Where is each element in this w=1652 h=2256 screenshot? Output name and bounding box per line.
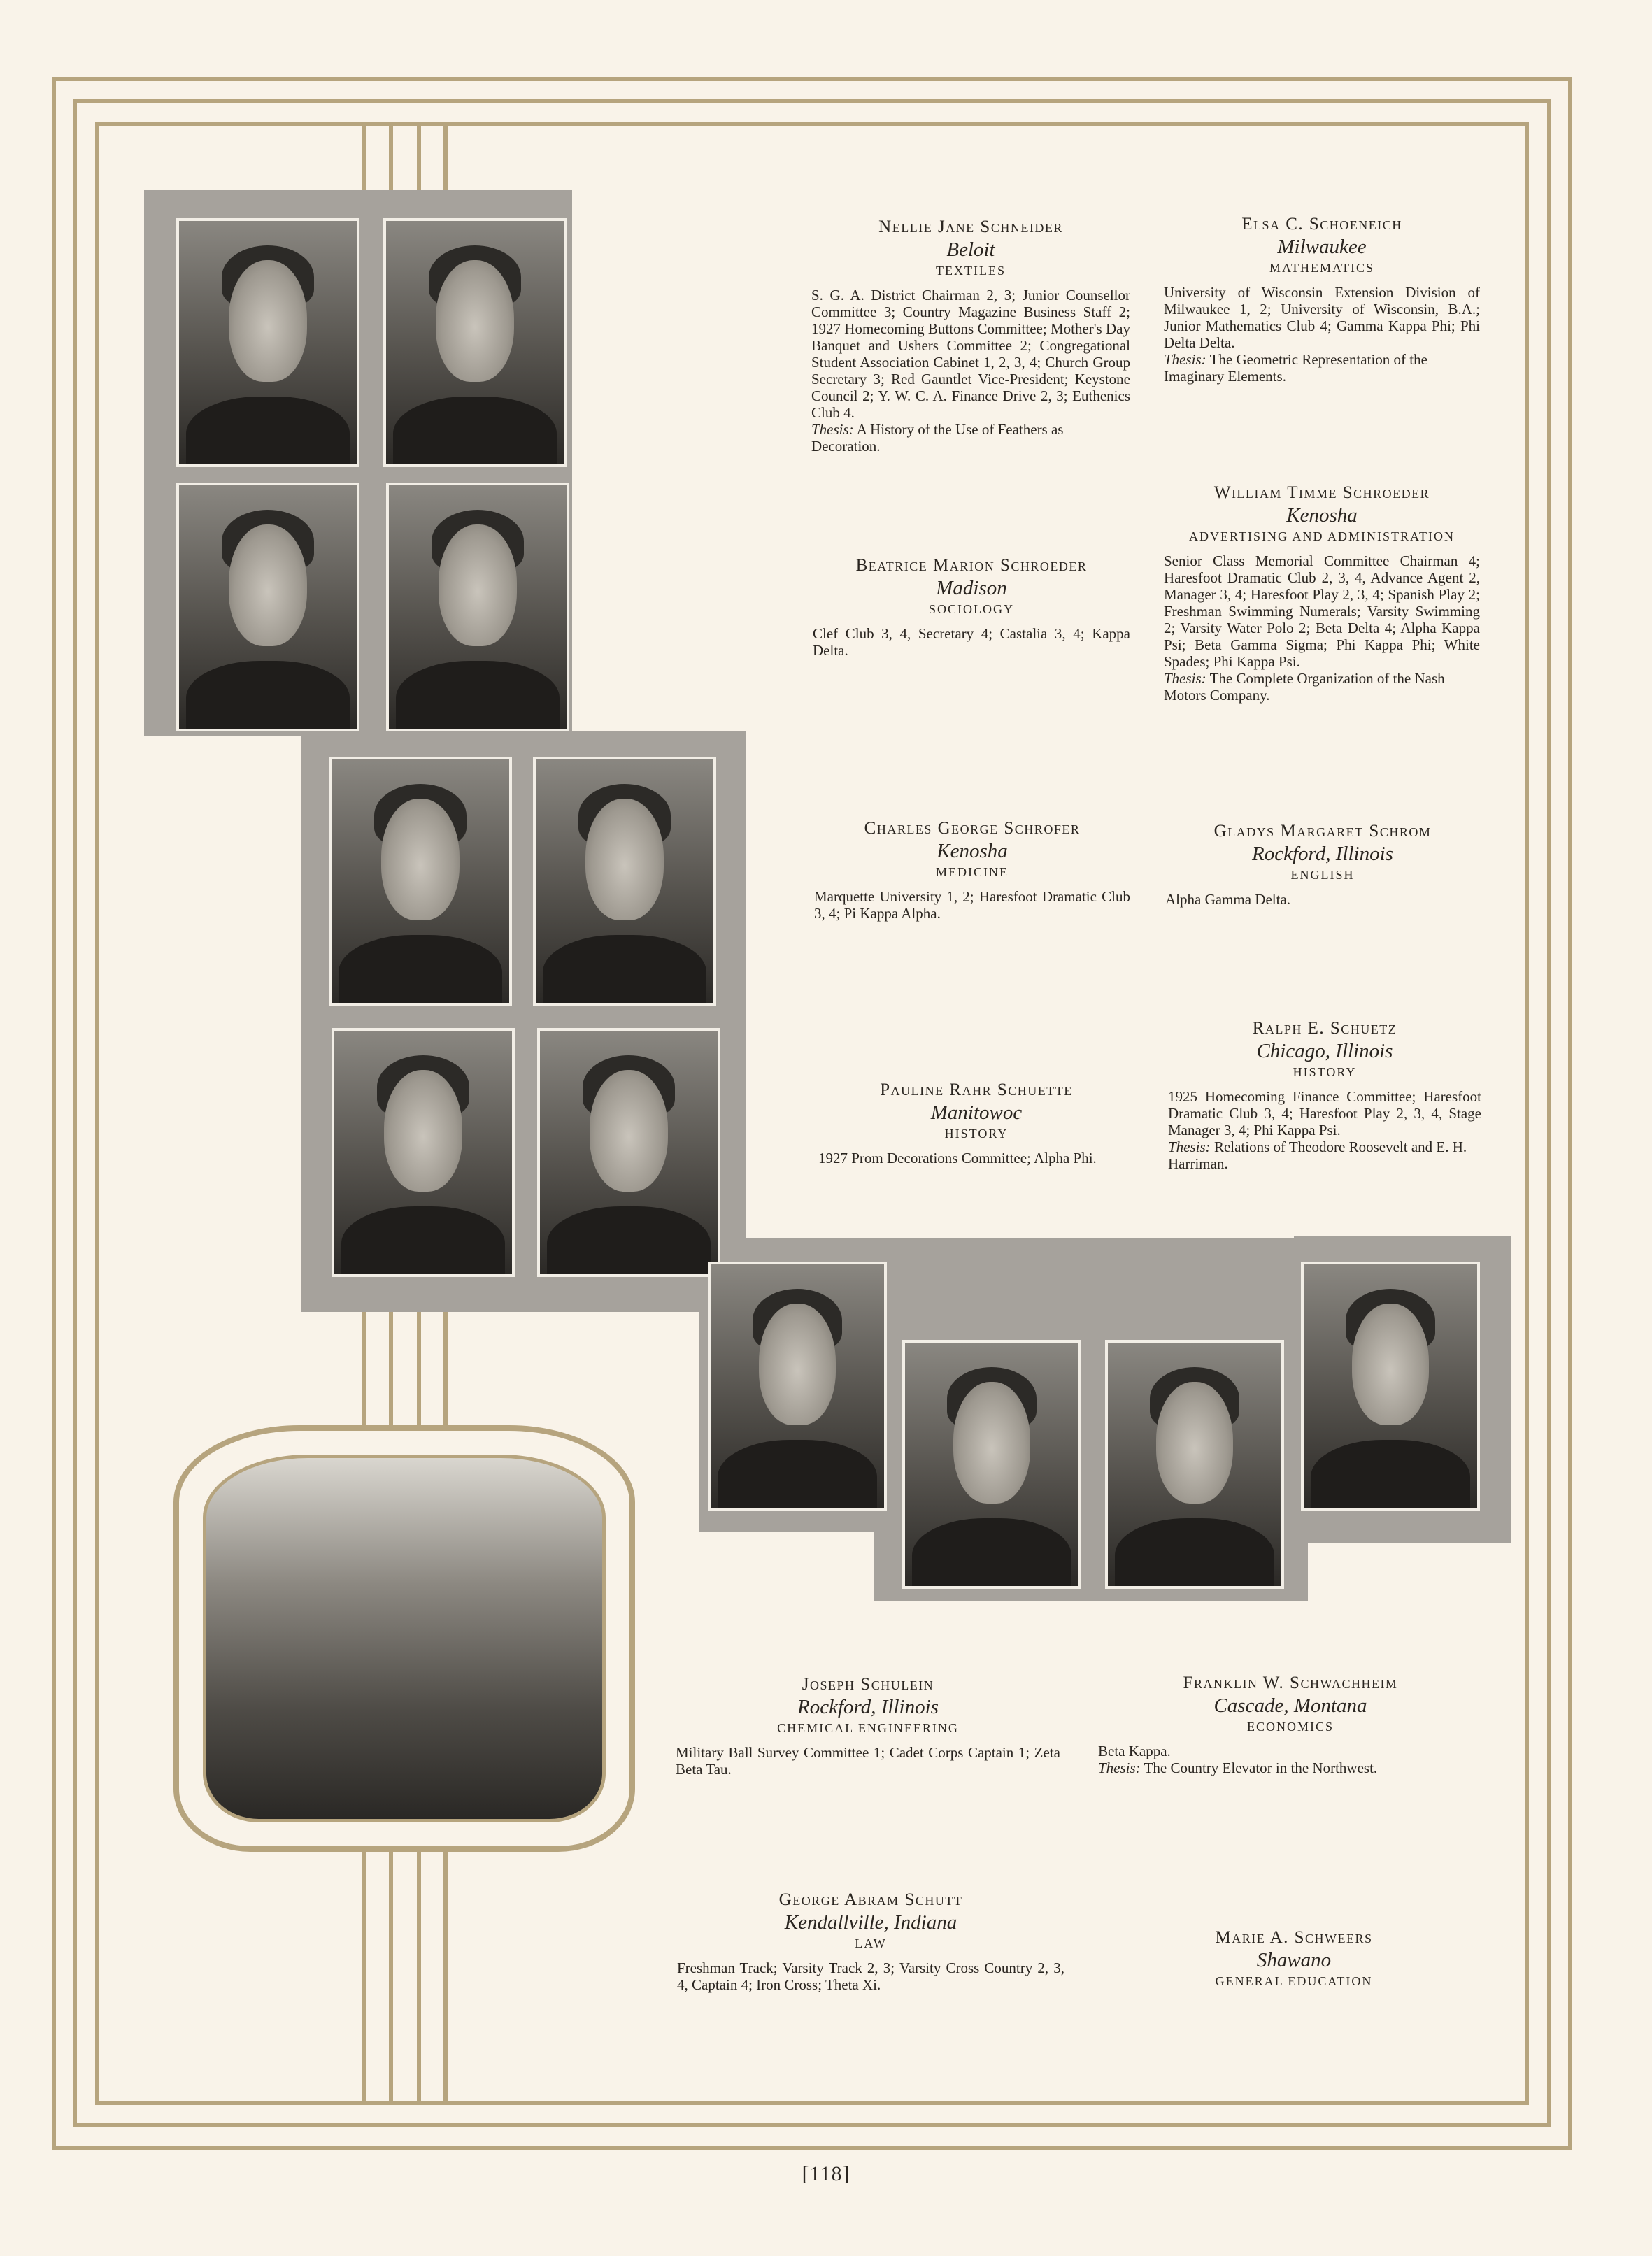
portrait-photo xyxy=(537,1028,720,1277)
student-entry xyxy=(676,1674,1060,1778)
thesis-label: Thesis: xyxy=(1164,351,1206,368)
student-entry xyxy=(1119,1927,1469,1997)
student-name: Marie A. Schweers xyxy=(1215,1928,1373,1947)
student-department: MATHEMATICS xyxy=(1269,261,1374,275)
student-name: Beatrice Marion Schroeder xyxy=(855,556,1088,575)
page-number: [118] xyxy=(802,2162,850,2185)
student-department: ADVERTISING AND ADMINISTRATION xyxy=(1189,529,1455,543)
student-department: ECONOMICS xyxy=(1246,1720,1334,1734)
student-activities: University of Wisconsin Extension Division of Milwaukee 1, 2; University of Wisconsin, B.A.; Junior Mathematics Club 4; Gamma Kappa Phi; Phi Delta Delta. xyxy=(1164,284,1480,351)
portrait-photo xyxy=(533,757,716,1006)
student-name: Nellie Jane Schneider xyxy=(878,217,1063,236)
student-hometown: Kenosha xyxy=(1286,504,1358,527)
student-hometown: Rockford, Illinois xyxy=(797,1696,939,1718)
student-entry xyxy=(1164,483,1480,704)
student-thesis xyxy=(1164,351,1480,385)
portrait-photo xyxy=(176,218,359,467)
student-entry xyxy=(677,1890,1064,1993)
student-activities: Military Ball Survey Committee 1; Cadet Corps Captain 1; Zeta Beta Tau. xyxy=(676,1744,1060,1778)
student-activities: Beta Kappa. xyxy=(1098,1743,1171,1759)
student-thesis xyxy=(1164,670,1480,704)
student-hometown: Rockford, Illinois xyxy=(1252,843,1393,865)
student-department: SOCIOLOGY xyxy=(928,602,1014,616)
student-entry xyxy=(818,1080,1134,1166)
student-activities: Senior Class Memorial Committee Chairman 4; Haresfoot Dramatic Club 2, 3, 4, Advance Agent 2, Manager 3, 4; Haresfoot Play 2, 3, 4; Spanish Play 2; Freshman Swimming Numerals; Varsity Swimming 2; Varsity Water Polo 2; Beta Delta 4; Alpha Kappa Psi; Beta Gamma Sigma; Phi Kappa Phi; White Spades; Phi Kappa Psi. xyxy=(1164,552,1480,670)
student-hometown: Milwaukee xyxy=(1277,236,1367,258)
student-hometown: Chicago, Illinois xyxy=(1256,1040,1393,1062)
student-entry xyxy=(1098,1673,1483,1776)
student-activities: Alpha Gamma Delta. xyxy=(1165,891,1291,908)
thesis-title: A History of the Use of Feathers as Decoration. xyxy=(811,421,1064,455)
student-name: Franklin W. Schwachheim xyxy=(1183,1673,1398,1692)
student-name: Pauline Rahr Schuette xyxy=(880,1080,1073,1099)
portrait-photo xyxy=(176,483,359,731)
portrait-photo xyxy=(1105,1340,1284,1589)
student-hometown: Cascade, Montana xyxy=(1213,1694,1367,1717)
student-department: CHEMICAL ENGINEERING xyxy=(777,1721,959,1735)
student-activities: 1925 Homecoming Finance Committee; Haresfoot Dramatic Club 3, 4; Haresfoot Play 2, 3, 4, Stage Manager 3, 4; Phi Kappa Psi. xyxy=(1168,1088,1481,1138)
student-activities: 1927 Prom Decorations Committee; Alpha Phi. xyxy=(818,1150,1097,1166)
student-hometown: Kenosha xyxy=(937,840,1008,862)
thesis-label: Thesis: xyxy=(1168,1138,1211,1155)
student-thesis xyxy=(1168,1138,1481,1172)
portrait-photo xyxy=(332,1028,515,1277)
student-hometown: Beloit xyxy=(946,238,995,261)
portrait-photo xyxy=(383,218,567,467)
thesis-title: Relations of Theodore Roosevelt and E. H. Harriman. xyxy=(1168,1138,1467,1172)
campus-vignette-frame xyxy=(173,1425,635,1852)
student-entry xyxy=(811,217,1130,455)
student-entry xyxy=(1164,214,1480,385)
thesis-label: Thesis: xyxy=(1164,670,1206,687)
student-thesis xyxy=(811,421,1130,455)
student-department: GENERAL EDUCATION xyxy=(1215,1974,1373,1988)
student-hometown: Shawano xyxy=(1256,1949,1332,1971)
student-activities: Clef Club 3, 4, Secretary 4; Castalia 3, 4; Kappa Delta. xyxy=(813,625,1130,659)
portrait-photo xyxy=(329,757,512,1006)
student-department: TEXTILES xyxy=(936,264,1006,278)
student-activities: Freshman Track; Varsity Track 2, 3; Varsity Cross Country 2, 3, 4, Captain 4; Iron Cross; Theta Xi. xyxy=(677,1959,1064,1993)
student-department: HISTORY xyxy=(1293,1065,1357,1079)
student-entry xyxy=(813,555,1130,659)
student-name: George Abram Schutt xyxy=(778,1890,963,1909)
thesis-label: Thesis: xyxy=(811,421,854,438)
student-name: Gladys Margaret Schrom xyxy=(1213,822,1432,841)
student-name: Joseph Schulein xyxy=(802,1675,934,1694)
portrait-photo xyxy=(1301,1262,1480,1511)
student-department: ENGLISH xyxy=(1290,868,1355,882)
student-name: Elsa C. Schoeneich xyxy=(1241,215,1402,234)
student-name: Charles George Schrofer xyxy=(864,819,1081,838)
thesis-title: The Complete Organization of the Nash Motors Company. xyxy=(1164,670,1445,704)
student-entry xyxy=(1165,821,1480,908)
thesis-title: The Geometric Representation of the Imaginary Elements. xyxy=(1164,351,1427,385)
student-entry xyxy=(814,818,1130,922)
portrait-photo xyxy=(386,483,569,731)
student-name: William Timme Schroeder xyxy=(1213,483,1430,502)
campus-photo xyxy=(203,1455,606,1822)
student-hometown: Kendallville, Indiana xyxy=(784,1911,957,1934)
student-hometown: Madison xyxy=(936,577,1007,599)
portrait-photo xyxy=(708,1262,887,1511)
student-thesis xyxy=(1098,1759,1483,1776)
thesis-label: Thesis: xyxy=(1098,1759,1141,1776)
student-department: HISTORY xyxy=(944,1127,1009,1141)
student-department: MEDICINE xyxy=(936,865,1009,879)
student-activities: S. G. A. District Chairman 2, 3; Junior Counsellor Committee 3; Country Magazine Business Staff 2; 1927 Homecoming Buttons Committee; Mother's Day Banquet and Ushers Committee 2; Congregational Student Association Cabinet 1, 2, 3, 4; Church Group Secretary 3; Red Gauntlet Vice-President; Keystone Council 2; Y. W. C. A. Finance Drive 2, 3; Euthenics Club 4. xyxy=(811,287,1130,421)
student-department: LAW xyxy=(855,1936,887,1950)
student-name: Ralph E. Schuetz xyxy=(1252,1019,1397,1038)
student-hometown: Manitowoc xyxy=(930,1101,1023,1124)
portrait-photo xyxy=(902,1340,1081,1589)
thesis-title: The Country Elevator in the Northwest. xyxy=(1144,1759,1378,1776)
student-entry xyxy=(1168,1018,1481,1172)
student-activities: Marquette University 1, 2; Haresfoot Dramatic Club 3, 4; Pi Kappa Alpha. xyxy=(814,888,1130,922)
